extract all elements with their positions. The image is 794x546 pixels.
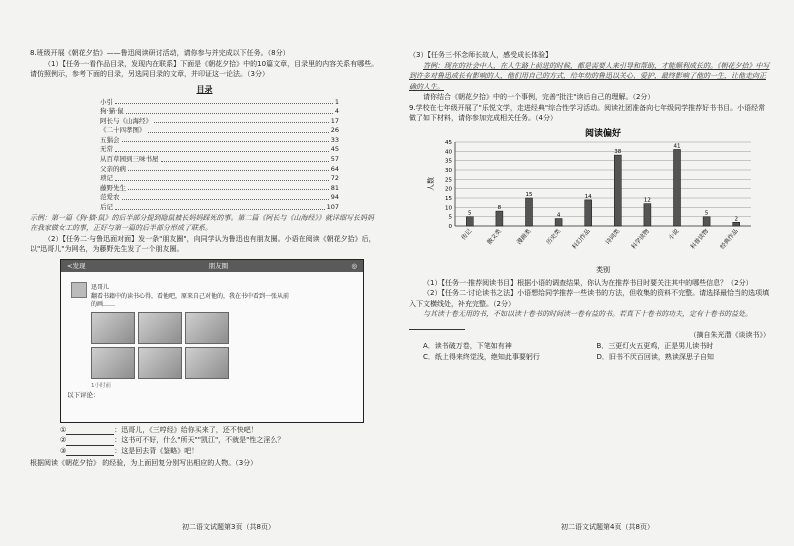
toc-page: 107: [326, 203, 339, 212]
bar: [703, 216, 710, 225]
toc-page: 1: [334, 97, 339, 106]
post-image: [185, 347, 229, 379]
toc-row: [100, 203, 339, 213]
comment-blank[interactable]: [66, 437, 114, 446]
toc-row: [100, 117, 339, 127]
task3-text: （3）【任务三·怀念师长故人，感受成长体验】: [409, 51, 553, 59]
x-tick-label: 科普读物: [689, 227, 711, 251]
toc-dots: [115, 145, 329, 152]
toc-page: 72: [330, 174, 339, 183]
toc-page: 17: [330, 116, 339, 125]
option-item: C．纸上得来终觉浅，绝知此事要躬行: [423, 352, 540, 361]
toc-page: 33: [330, 135, 339, 144]
y-tick-label: 25: [445, 176, 452, 183]
toc-label: 无常: [100, 145, 113, 154]
option-item: A．读书破万卷，下笔如有神: [423, 341, 512, 350]
chart-title: 阅读偏好: [584, 128, 622, 139]
toc-label: 五猖会: [100, 135, 120, 144]
x-tick-label: 诗词类: [604, 227, 622, 246]
toc-row: [100, 193, 339, 203]
toc-label: 阿长与《山海经》: [100, 116, 152, 125]
post-image: [91, 312, 135, 344]
comment-text: ：迅哥儿，《三哼经》给你买来了，还不快吧！: [114, 425, 258, 434]
sub1-text: （1）【任务一·推荐阅读书目】根据小语的调查结果，你认为在推荐书目时要关注其中的哪些信息？（2分）: [423, 278, 753, 287]
comment-line: ① ：迅哥儿，《三哼经》给你买来了，还不快吧！: [60, 425, 258, 434]
avatar: [71, 282, 87, 298]
toc-page: 94: [330, 193, 339, 202]
data-label: 5: [468, 210, 472, 217]
moments-title-bar: [61, 260, 363, 272]
option-item: D．旧书不厌百回读，熟读深思子自知: [596, 352, 714, 361]
toc-dots: [128, 165, 329, 172]
right-page: [397, 0, 794, 546]
post-image: [138, 312, 182, 344]
y-tick-label: 40: [445, 148, 452, 155]
comment-text: ：这是回去背《鉴略》吧！: [114, 446, 199, 455]
toc-dots: [122, 136, 329, 143]
option-item: B．三更灯火五更鸡，正是男儿读书时: [596, 341, 714, 350]
bar-chart-svg: [421, 126, 761, 274]
y-tick-label: 15: [445, 195, 452, 202]
bar: [496, 211, 503, 226]
x-axis-label: 类别: [596, 265, 610, 274]
bar: [674, 149, 681, 226]
data-label: 8: [497, 204, 502, 211]
bar: [614, 155, 621, 226]
toc-dots: [115, 174, 329, 181]
toc-row: [100, 155, 339, 165]
data-label: 15: [525, 191, 533, 198]
comment-text: ：这书可不好，什么"所天""凯江"，不就是"性之淫么？: [114, 436, 285, 445]
toc-row: [100, 98, 339, 108]
toc-row: [100, 126, 339, 136]
after-text: 根据阅读《朝花夕拾》 的经验，为上面回复分别写出相应的人物。（3分）: [30, 459, 258, 468]
toc-dots: [115, 203, 325, 210]
toc-page: 45: [330, 145, 339, 154]
toc-row: [100, 174, 339, 184]
toc-page: 26: [330, 126, 339, 135]
y-tick-label: 5: [448, 214, 452, 221]
bar: [555, 218, 562, 225]
task1-text: （1）【任务一·看作品目录，发现内在联系】下面是《朝花夕拾》中的10篇文章，目录里的内容关系有哪些。请仿照例示，参考下面的目录，另选同目录的文章，并印证这一论法。（3分）: [30, 59, 379, 78]
comment-blank[interactable]: [66, 426, 114, 435]
back-link[interactable]: <发现: [67, 261, 86, 270]
x-tick-label: 漫画类: [515, 227, 533, 246]
handwritten-answer: 答例：现在的社会中人，在人生路上前进的时候，都是需要人来引导和帮助，才能顺利成长的。《朝花夕拾》中写到许多对鲁迅成长有影响的人，他们用自己的方式，给年幼的鲁迅以关心、爱护，最终影响了他的一生，让他走向正确的人生。: [409, 61, 770, 91]
toc-dots: [161, 155, 329, 162]
toc-label: 后记: [100, 203, 113, 212]
data-label: 12: [643, 197, 651, 204]
post-text: 翻看书籍中的读书心得，看他吧，原来自己对他的，我在书中看到一张从前的画……: [91, 292, 290, 308]
options-list: [423, 341, 770, 363]
toc-label: 从百草园到三味书屋: [100, 155, 159, 164]
toc-dots: [154, 117, 329, 124]
toc-page: 4: [334, 107, 339, 116]
data-label: 14: [584, 193, 592, 200]
toc-dots: [115, 98, 333, 105]
toc-title: 目录: [196, 84, 213, 94]
toc-page: 64: [330, 164, 339, 173]
q8-intro: 8.班级开展《朝花夕拾》——鲁迅阅读研讨活动，请你参与并完成以下任务。（8分）: [30, 49, 290, 57]
task2-text: （2）【任务二·与鲁迅面对面】发一条"朋友圈"，向同学认为鲁迅也有朋友圈。小语在阅读《朝花夕拾》后，以"迅哥儿"为网名，为藤野先生发了一个朋友圈。: [30, 234, 376, 254]
answer-blank[interactable]: [409, 321, 465, 330]
comments-label: 以下评论：: [67, 390, 100, 399]
reading-preference-chart: [421, 126, 770, 278]
x-tick-label: 传记: [460, 227, 474, 241]
data-label: 41: [673, 142, 681, 149]
y-tick-label: 30: [445, 167, 452, 174]
bar: [466, 216, 473, 225]
y-axis-label: 人数: [427, 176, 435, 191]
bar: [526, 198, 533, 226]
x-tick-label: 小说: [667, 227, 681, 241]
post-time: 1小时前: [91, 382, 111, 389]
comment-line: ② ：这书可不好，什么"所天""凯江"，不就是"性之淫么？: [60, 436, 285, 445]
toc-row: [100, 165, 339, 175]
wechat-moments-box: [60, 259, 364, 423]
toc-dots: [148, 126, 329, 133]
citation: （摘自朱光潜《谈读书》）: [689, 331, 770, 339]
quote-paragraph: [409, 309, 770, 330]
toc-dots: [122, 193, 329, 200]
bar: [644, 203, 651, 225]
post-images: [91, 312, 229, 379]
q9-intro: 9.学校在七年级开展了"乐悦文学，走进经典"综合性学习活动。阅读社团准备向七年级同学推荐好书书目。小语经常做了如下材料，请你参加完成相关任务。（4分）: [409, 103, 766, 122]
toc-row: [100, 184, 339, 194]
page-footer-right: 初二语文试题第4页（共8页）: [561, 523, 654, 531]
comment-list: [60, 425, 379, 457]
post-image: [138, 347, 182, 379]
toc-label: 小引: [100, 97, 113, 106]
table-of-contents: [100, 98, 339, 213]
poster-name: 迅哥儿: [91, 283, 110, 291]
toc-dots: [126, 107, 333, 114]
toc-label: 《二十四孝图》: [100, 126, 146, 135]
toc-row: [100, 107, 339, 117]
y-tick-label: 20: [445, 186, 452, 193]
x-tick-label: 历史类: [545, 227, 563, 246]
y-tick-label: 0: [448, 223, 452, 230]
y-tick-label: 10: [445, 204, 452, 211]
data-label: 38: [614, 148, 622, 155]
post-image: [185, 312, 229, 344]
x-tick-label: 散文类: [485, 227, 503, 246]
toc-label: 父亲的病: [100, 164, 126, 173]
data-label: 2: [734, 215, 738, 222]
toc-page: 57: [330, 155, 339, 164]
y-tick-label: 45: [445, 139, 452, 146]
page-footer-left: 初二语文试题第3页（共8页）: [182, 523, 275, 531]
quote-text: 与其读十卷无用的书，不如以读十卷书的时间读一卷有益的书。若真下十卷书的功夫，定有十卷书的益处。: [423, 310, 752, 318]
x-tick-label: 科学读物: [630, 227, 651, 251]
x-tick-label: 科幻作品: [570, 227, 592, 251]
toc-page: 81: [330, 183, 339, 192]
moments-title: 朋友圈: [208, 261, 229, 270]
x-tick-label: 经典作品: [718, 227, 740, 251]
post-image: [91, 347, 135, 379]
bar: [733, 222, 740, 226]
data-label: 5: [704, 210, 709, 217]
example-text: 示例：第一篇《狗·猫·鼠》的后半部分提到隐鼠被长妈妈踩死的事。第二篇《阿长与《山海经》》就详细写长妈妈在我家做女工的事，正好与第一篇的后半部分形成了联系。: [30, 213, 374, 233]
toc-label: 范爱农: [100, 193, 120, 202]
toc-row: [100, 145, 339, 155]
toc-label: 藤野先生: [100, 183, 126, 192]
bar: [585, 199, 592, 225]
toc-label: 狗·猫·鼠: [100, 107, 124, 116]
prompt3-text: 请你结合《朝花夕拾》中的一个事例，完善"批注"读后自己的理解。（2分）: [423, 93, 655, 101]
toc-row: [100, 136, 339, 146]
y-tick-label: 35: [445, 158, 452, 165]
comment-line: ③ ：这是回去背《鉴略》吧！: [60, 446, 199, 455]
sub2-text: （2）【任务二·讨论读书之法】小语想给同学推荐一些读书的方法，但收集的资料不完整。请选择最恰当的选项填入下文横线处，补充完整。（2分）: [409, 289, 770, 308]
comment-blank[interactable]: [66, 447, 114, 456]
camera-icon[interactable]: ◎: [351, 261, 357, 270]
toc-dots: [128, 184, 329, 191]
toc-label: 琐记: [100, 174, 113, 183]
data-label: 4: [556, 212, 561, 219]
